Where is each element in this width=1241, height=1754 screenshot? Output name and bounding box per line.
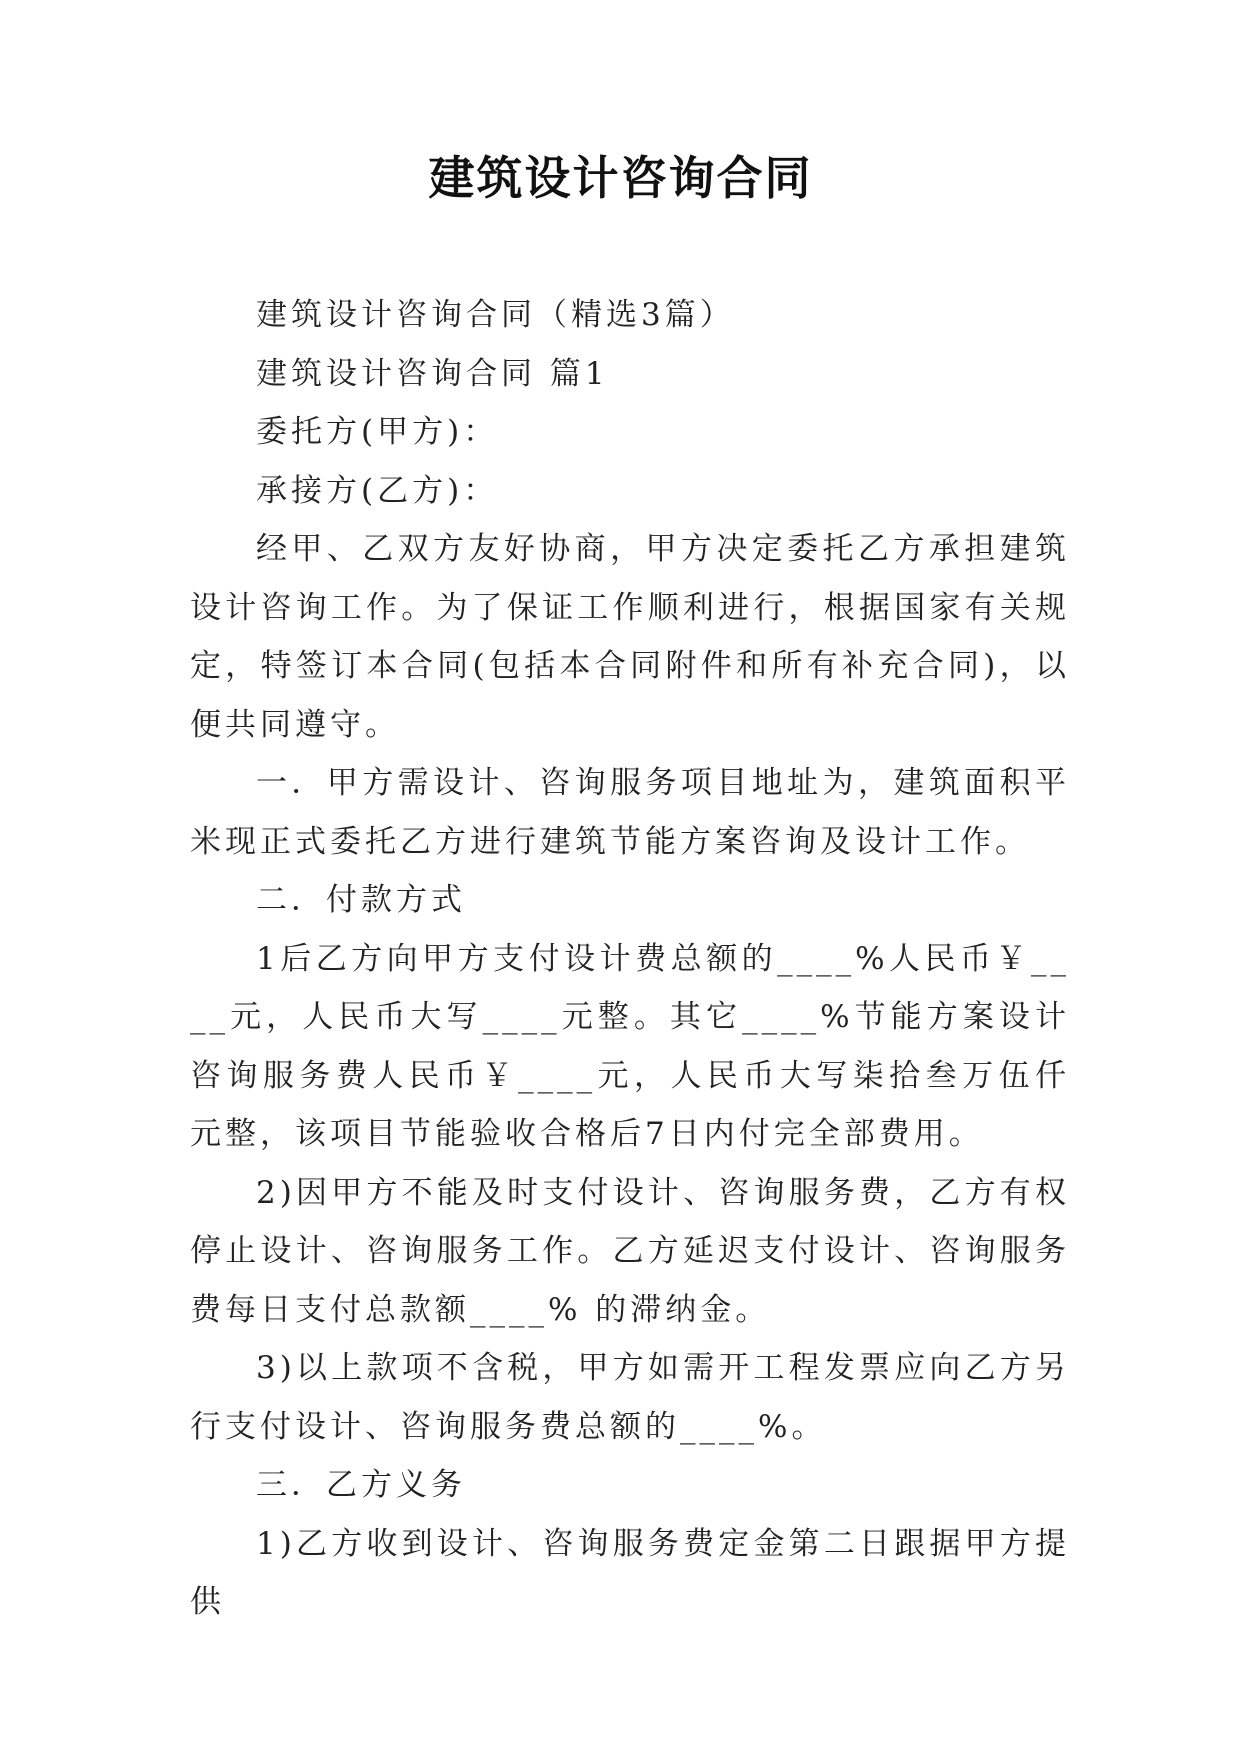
paragraph-clause-3-heading: 三．乙方义务 xyxy=(256,1467,466,1503)
paragraph-party-a: 委托方(甲方)： xyxy=(256,414,499,450)
paragraph-payment-2: 2)因甲方不能及时支付设计、咨询服务费，乙方有权停止设计、咨询服务工作。乙方延迟支付设计、咨询服务费每日支付总款额____% 的滞纳金。 xyxy=(190,1174,1070,1328)
paragraph-clause-1: 一．甲方需设计、咨询服务项目地址为，建筑面积平米现正式委托乙方进行建筑节能方案咨询及设计工作。 xyxy=(190,765,1070,860)
paragraph-section-heading: 建筑设计咨询合同 篇1 xyxy=(256,355,609,392)
paragraph-preamble: 经甲、乙双方友好协商，甲方决定委托乙方承担建筑设计咨询工作。为了保证工作顺利进行，根据国家有关规定，特签订本合同(包括本合同附件和所有补充合同)，以便共同遵守。 xyxy=(190,531,1070,743)
paragraph-obligation-1: 1)乙方收到设计、咨询服务费定金第二日跟据甲方提供 xyxy=(190,1525,1070,1620)
paragraph-payment-3: 3)以上款项不含税，甲方如需开工程发票应向乙方另行支付设计、咨询服务费总额的____%。 xyxy=(190,1350,1070,1445)
paragraph-subtitle: 建筑设计咨询合同（精选3篇） xyxy=(256,297,735,333)
paragraph-payment-1: 1后乙方向甲方支付设计费总额的____%人民币￥____元，人民币大写____元整。其它____%节能方案设计咨询服务费人民币￥____元，人民币大写柒拾叁万伍仟元整，该项目节能验收合格后7日内付完全部费用。 xyxy=(190,940,1070,1152)
paragraph-party-b: 承接方(乙方)： xyxy=(256,472,499,509)
paragraph-clause-2-heading: 二．付款方式 xyxy=(256,882,466,918)
document-title: 建筑设计咨询合同 xyxy=(428,151,813,205)
document-body xyxy=(190,286,1070,1632)
